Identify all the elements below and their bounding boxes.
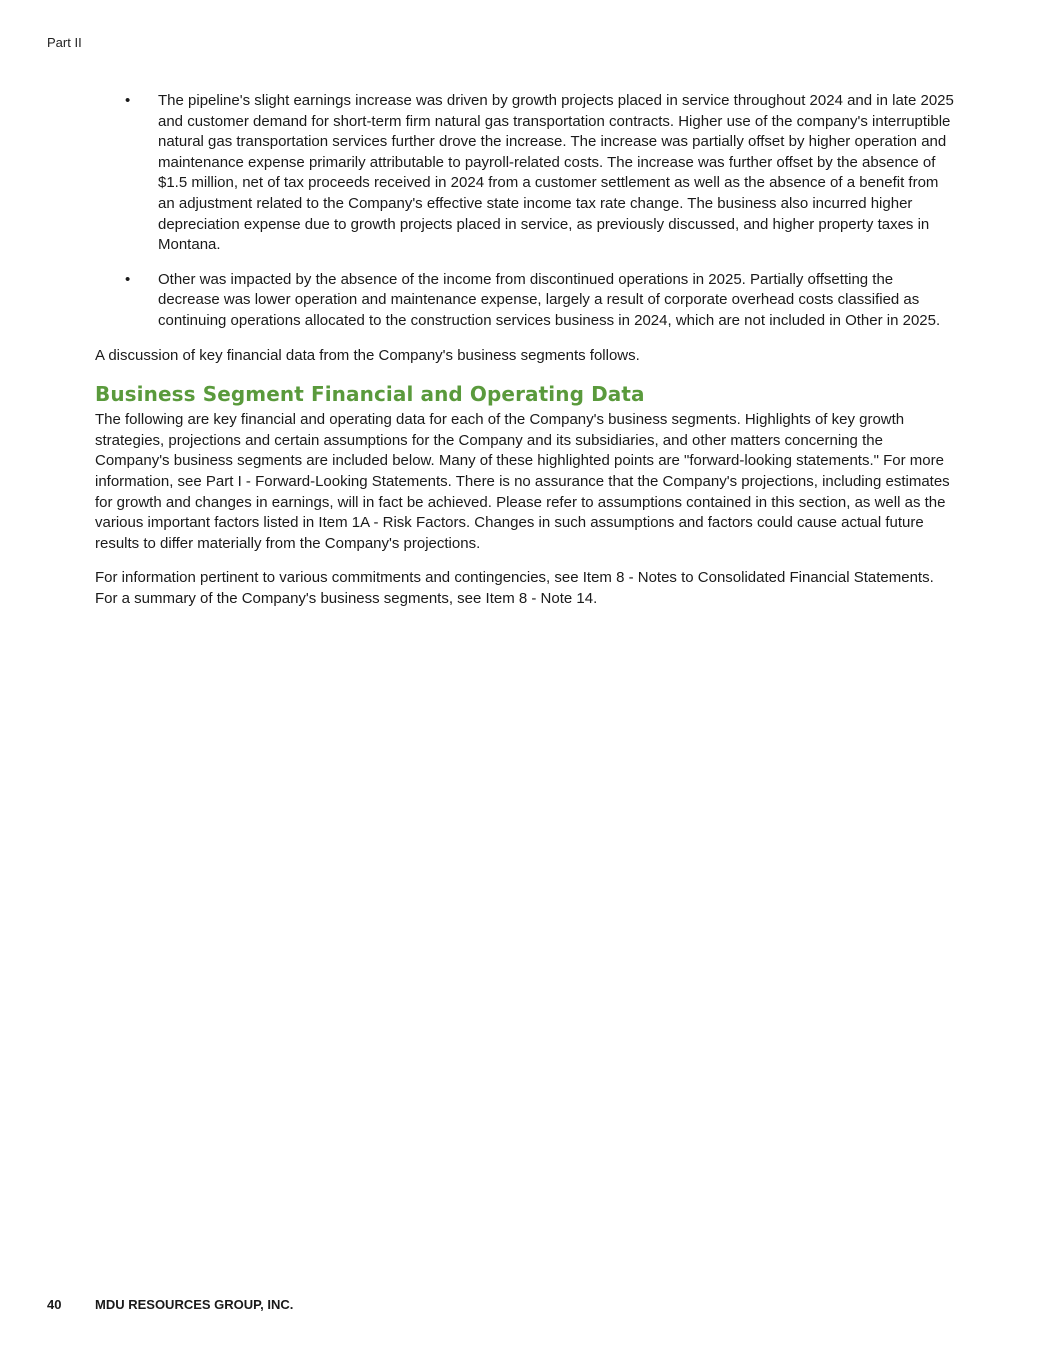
bullet-text: The pipeline's slight earnings increase was driven by growth projects placed in service throughout 2024 and in late 2025 and customer demand for short-term firm natural gas transportation contracts. Higher use of the company's interruptible natural gas transportation services further drove the increase. The increase was partially offset by higher operation and maintenance expense primarily attributable to payroll-related costs. The increase was further offset by the absence of $1.5 million, net of tax proceeds received in 2024 from a customer settlement as well as the absence of a benefit from an adjustment related to the Company's effective state income tax rate change. The business also incurred higher depreciation expense due to growth projects placed in service, as previously discussed, and higher property taxes in Montana. bbox=[158, 92, 954, 254]
list-item bbox=[95, 91, 955, 256]
bullet-icon: • bbox=[125, 92, 131, 109]
page-content bbox=[95, 91, 955, 623]
list-item bbox=[95, 270, 955, 332]
intro-paragraph: A discussion of key financial data from the Company's business segments follows. bbox=[95, 346, 640, 364]
page-footer bbox=[47, 1297, 293, 1312]
section-heading: Business Segment Financial and Operating Data bbox=[95, 382, 645, 407]
section-paragraph: The following are key financial and operating data for each of the Company's business segments. Highlights of key growth strategies, projections and certain assumptions for the Company and its subsidiaries, and other matters concerning the Company's business segments are included below. Many of these highlighted points are "forward-looking statements." For more information, see Part I - Forward-Looking Statements. There is no assurance that the Company's projections, including estimates for growth and changes in earnings, will in fact be achieved. Please refer to assumptions contained in this section, as well as the various important factors listed in Item 1A - Risk Factors. Changes in such assumptions and factors could cause actual future results to differ materially from the Company's projections. bbox=[95, 411, 950, 552]
bullet-icon: • bbox=[125, 270, 131, 288]
bullet-text: Other was impacted by the absence of the income from discontinued operations in 2025. Partially offsetting the decrease was lower operation and maintenance expense, largely a result of corporate overhead costs classified as continuing operations allocated to the construction services business in 2024, which are not included in Other in 2025. bbox=[158, 270, 941, 329]
page-number: 40 bbox=[47, 1297, 62, 1312]
running-header: Part II bbox=[47, 35, 82, 50]
company-name: MDU RESOURCES GROUP, INC. bbox=[95, 1297, 294, 1312]
bullet-list bbox=[95, 91, 955, 332]
section-paragraph: For information pertinent to various commitments and contingencies, see Item 8 - Notes to Consolidated Financial Statements. For a summary of the Company's business segments, see Item 8 - Note 14. bbox=[95, 569, 934, 607]
